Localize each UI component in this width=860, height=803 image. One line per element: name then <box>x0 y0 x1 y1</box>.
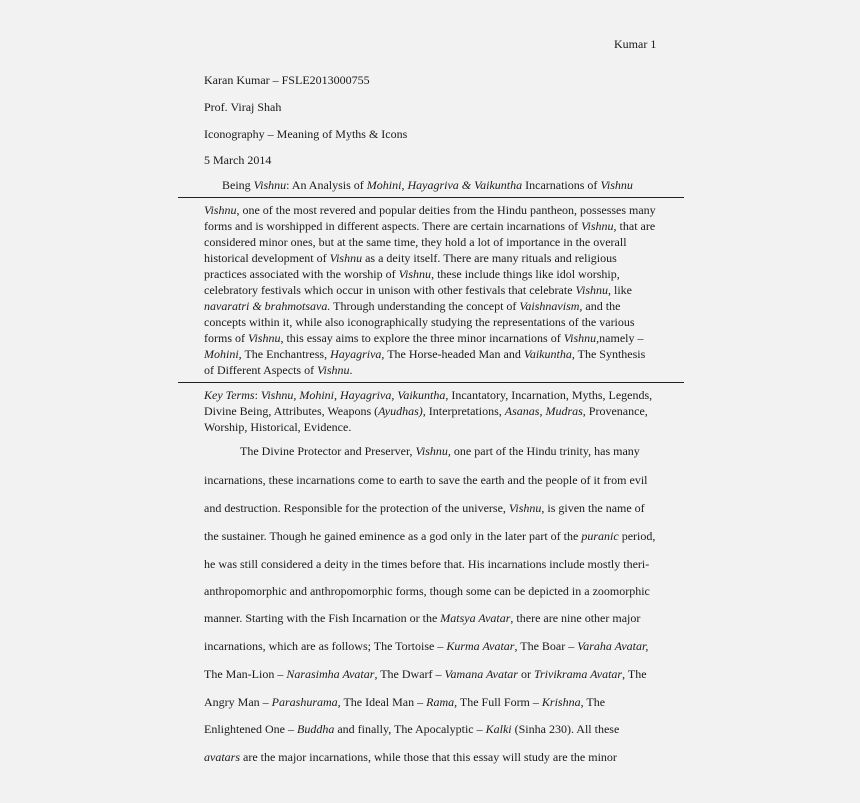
body-line: incarnations, these incarnations come to earth to save the earth and the people of it from evil <box>204 473 648 487</box>
body-line: avatars are the major incarnations, while those that this essay will study are the minor <box>204 750 617 764</box>
course-line: Iconography – Meaning of Myths & Icons <box>204 127 408 141</box>
body-line: manner. Starting with the Fish Incarnation or the Matsya Avatar, there are nine other major <box>204 611 641 625</box>
key-terms-line: Key Terms: Vishnu, Mohini, Hayagriva, Vaikuntha, Incantatory, Incarnation, Myths, Legends, <box>204 388 653 402</box>
divider-bottom <box>178 382 684 383</box>
body-line: he was still considered a deity in the times before that. His incarnations include mostly theri- <box>204 557 650 571</box>
title-part: Incarnations of <box>522 178 601 192</box>
professor-line: Prof. Viraj Shah <box>204 100 282 114</box>
author-line: Karan Kumar – FSLE2013000755 <box>204 73 370 87</box>
key-terms-line: Worship, Historical, Evidence. <box>204 420 352 434</box>
abstract-line: forms and is worshipped in different aspects. There are certain incarnations of Vishnu, that are <box>204 219 656 233</box>
page-header-label: Kumar 1 <box>614 37 657 51</box>
divider-top <box>178 197 684 198</box>
abstract-line: celebratory festivals which occur in unison with other festivals that celebrate Vishnu, like <box>204 283 632 297</box>
abstract-line: of Different Aspects of Vishnu. <box>204 363 353 377</box>
title-part: Vishnu <box>600 178 633 192</box>
essay-title <box>222 178 633 193</box>
body-line: and destruction. Responsible for the protection of the universe, Vishnu, is given the name of <box>204 501 645 515</box>
body-line: the sustainer. Though he gained eminence as a god only in the later part of the puranic period, <box>204 529 656 543</box>
title-part: : An Analysis of <box>286 178 367 192</box>
abstract-line: historical development of Vishnu as a deity itself. There are many rituals and religious <box>204 251 617 265</box>
abstract-line: Mohini, The Enchantress, Hayagriva, The Horse-headed Man and Vaikuntha, The Synthesis <box>204 347 646 361</box>
body-line: The Man-Lion – Narasimha Avatar, The Dwarf – Vamana Avatar or Trivikrama Avatar, The <box>204 667 647 681</box>
title-part: Mohini, Hayagriva & Vaikuntha <box>366 178 523 192</box>
abstract-line: concepts within it, while also iconographically studying the representations of the various <box>204 315 635 329</box>
abstract-line: practices associated with the worship of Vishnu, these include things like idol worship, <box>204 267 620 281</box>
abstract-line: forms of Vishnu, this essay aims to explore the three minor incarnations of Vishnu,namely – <box>204 331 644 345</box>
abstract-line: navaratri & brahmotsava. Through understanding the concept of Vaishnavism, and the <box>204 299 621 313</box>
abstract-line: Vishnu, one of the most revered and popular deities from the Hindu pantheon, possesses many <box>204 203 656 217</box>
title-part: Vishnu <box>253 178 287 192</box>
body-line: Angry Man – Parashurama, The Ideal Man – Rama, The Full Form – Krishna, The <box>204 695 606 709</box>
title-part: Being <box>222 178 254 192</box>
abstract-line: considered minor ones, but at the same time, they hold a lot of importance in the overall <box>204 235 627 249</box>
abstract-paragraph <box>204 202 684 378</box>
body-line: The Divine Protector and Preserver, Vishnu, one part of the Hindu trinity, has many <box>240 444 640 458</box>
key-terms-line: Divine Being, Attributes, Weapons (Ayudhas), Interpretations, Asanas, Mudras, Provenance, <box>204 404 648 418</box>
body-line: anthropomorphic and anthropomorphic forms, though some can be depicted in a zoomorphic <box>204 584 650 598</box>
body-line: Enlightened One – Buddha and finally, The Apocalyptic – Kalki (Sinha 230). All these <box>204 722 620 736</box>
date-line: 5 March 2014 <box>204 153 272 167</box>
body-line: incarnations, which are as follows; The Tortoise – Kurma Avatar, The Boar – Varaha Avatar, <box>204 639 649 653</box>
key-terms-paragraph <box>204 387 684 435</box>
